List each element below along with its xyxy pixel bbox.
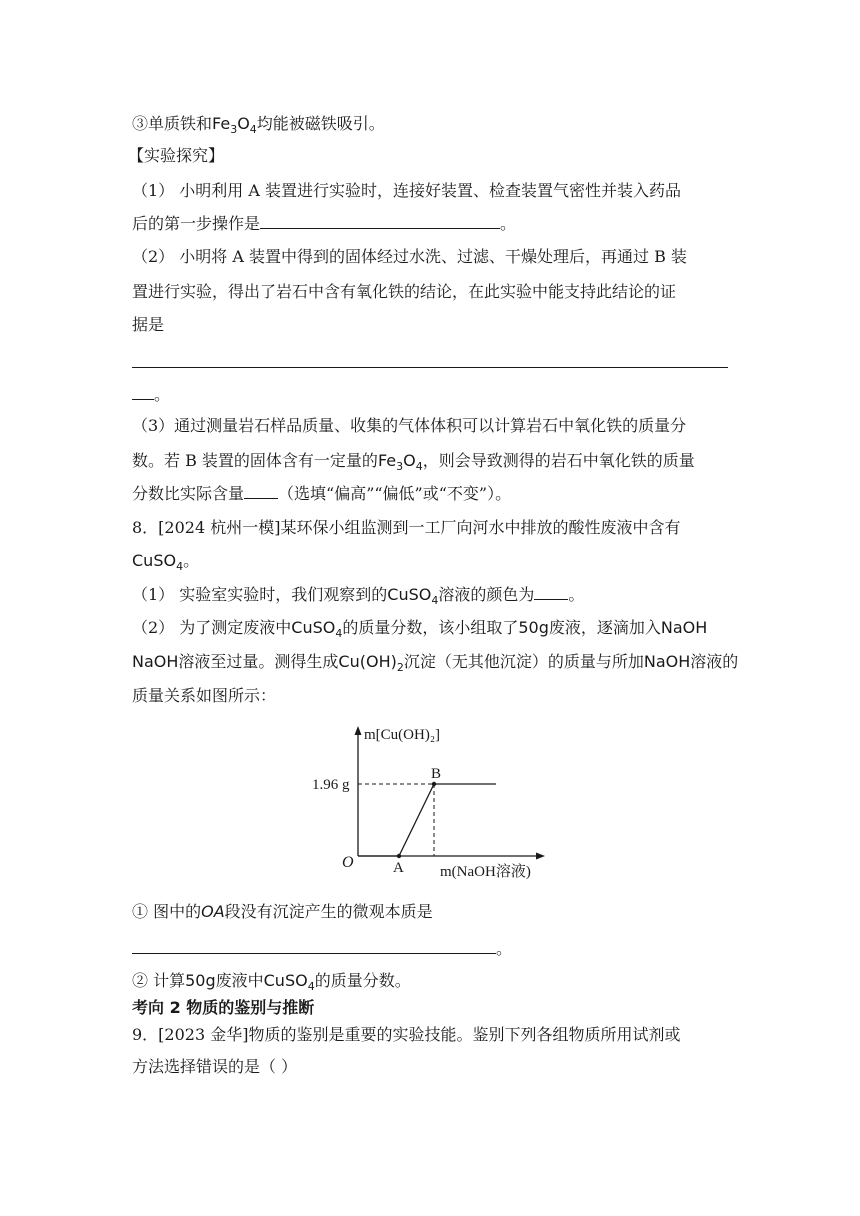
q8-2-sub2: ② 计算50g废液中CuSO$_4$的质量分数。 [132,971,411,994]
point-a-label: A [393,860,404,876]
answer-blank[interactable] [132,385,154,400]
q1-line-2: 后的第一步操作是 。 [132,214,517,233]
x-axis-arrow [536,853,545,860]
q3-line-2: 数。若 B 装置的固体含有一定量的$Fe_3O_4$，则会导致测得的岩石中氧化铁的质量 [132,451,695,474]
q3-line-3: 分数比实际含量 （选填“偏高”“偏低”或“不变”）。 [132,484,512,503]
y-axis-arrow [355,726,362,735]
q8-2-line-2: NaOH溶液至过量。测得生成$Cu(OH)_2$沉淀（无其他沉淀）的质量与所加NaOH溶液的 [132,652,739,675]
q1-line-1: （1） 小明利用 A 装置进行实验时，连接好装置、检查装置气密性并装入药品 [132,181,681,200]
point-b [432,782,436,786]
series-line [358,784,496,856]
q2-line-5: 。 [132,384,170,406]
precipitate-chart [300,722,560,882]
q8-2-line-3: 质量关系如图所示： [132,686,277,705]
answer-blank[interactable] [244,484,278,499]
q8-line-1: 8．[2024 杭州一模]某环保小组监测到一工厂向河水中排放的酸性废液中含有 [132,518,681,537]
answer-blank-long[interactable] [132,352,728,374]
q2-line-1: （2） 小明将 A 装置中得到的固体经过水洗、过滤、干燥处理后，再通过 B 装 [132,247,687,266]
point-b-label: B [431,766,442,782]
q8-line-2: CuSO$_4$。 [132,551,200,574]
point-a [397,854,401,858]
answer-blank[interactable] [132,939,496,954]
q9-line-2: 方法选择错误的是（ ） [132,1057,298,1076]
q2-line-2: 置进行实验，得出了岩石中含有氧化铁的结论，在此实验中能支持此结论的证 [132,282,677,301]
q8-2-sub1-answer: 。 [132,938,512,960]
y-axis-label: m[Cu(OH)₂] [364,727,441,743]
x-axis-label: m(NaOH溶液) [440,864,531,880]
q9-line-1: 9．[2023 金华]物质的鉴别是重要的实验技能。鉴别下列各组物质所用试剂或 [132,1025,681,1044]
line-1: ③单质铁和$Fe_3O_4$均能被磁铁吸引。 [132,114,385,137]
section-heading: 【实验探究】 [128,146,225,165]
answer-blank[interactable] [260,214,500,229]
q8-1: （1） 实验室实验时，我们观察到的CuSO$_4$溶液的颜色为 。 [132,585,585,608]
topic-heading: 考向 2 物质的鉴别与推断 [132,998,315,1017]
q3-line-1: （3）通过测量岩石样品质量、收集的气体体积可以计算岩石中氧化铁的质量分 [132,416,687,435]
y-tick-label: 1.96 g [312,777,350,793]
answer-blank[interactable] [534,585,568,600]
origin-label: O [342,854,354,871]
q8-2-line-1: （2） 为了测定废液中CuSO$_4$的质量分数，该小组取了50g废液，逐滴加入NaOH [132,618,708,641]
q8-2-sub1: ① 图中的OA段没有沉淀产生的微观本质是 [132,902,433,921]
q2-line-3: 据是 [132,315,165,334]
